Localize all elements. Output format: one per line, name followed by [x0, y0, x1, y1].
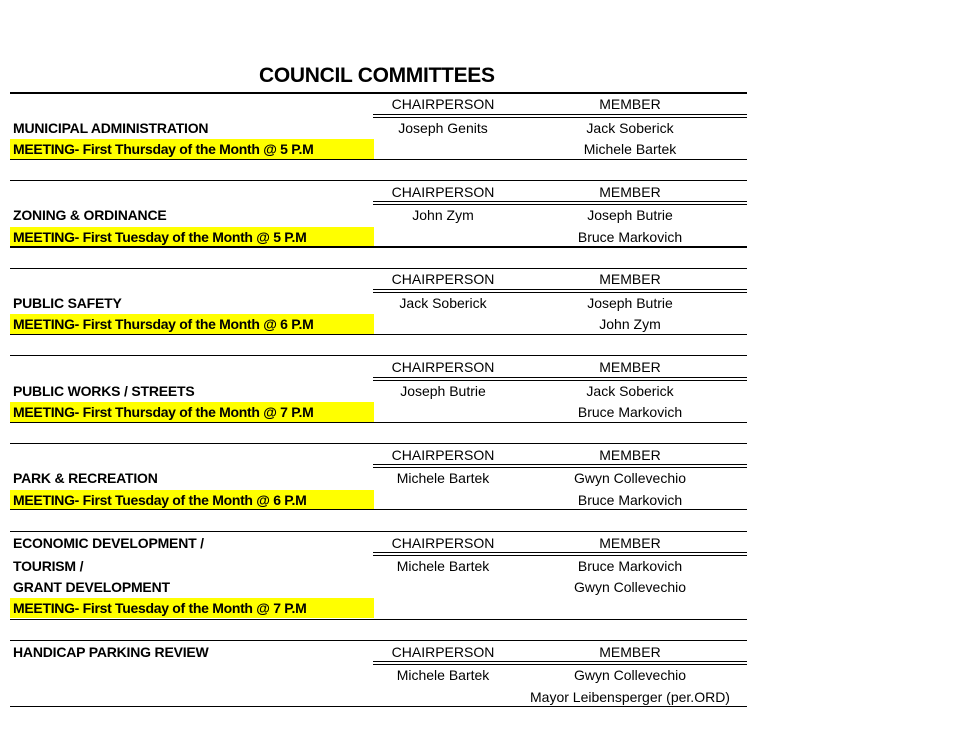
member-header: MEMBER — [599, 644, 661, 660]
chairperson-name: Joseph Butrie — [400, 383, 486, 399]
chairperson-name: Joseph Genits — [398, 120, 488, 136]
member-name: Bruce Markovich — [577, 492, 683, 508]
committee-name-line: TOURISM / — [13, 558, 84, 574]
header-double-rule — [373, 114, 747, 118]
chairperson-header: CHAIRPERSON — [391, 184, 495, 200]
section-bottom-rule — [10, 509, 747, 510]
member-name: Bruce Markovich — [577, 229, 683, 245]
member-name: Joseph Butrie — [587, 207, 673, 223]
member-name: Gwyn Collevechio — [573, 667, 687, 683]
committee-name: PUBLIC WORKS / STREETS — [13, 383, 195, 399]
section-top-rule — [10, 531, 747, 532]
section-top-rule — [10, 443, 747, 444]
member-header: MEMBER — [599, 359, 661, 375]
meeting-highlight — [10, 227, 374, 247]
member-name: Gwyn Collevechio — [573, 470, 687, 486]
member-name: Jack Soberick — [586, 383, 674, 399]
section-bottom-rule — [10, 246, 747, 248]
chairperson-header: CHAIRPERSON — [391, 96, 495, 112]
committee-name: PARK & RECREATION — [13, 470, 158, 486]
member-name: Mayor Leibensperger (per.ORD) — [530, 689, 730, 705]
committee-name: MUNICIPAL ADMINISTRATION — [13, 120, 209, 136]
meeting-highlight — [10, 314, 374, 334]
chairperson-header: CHAIRPERSON — [391, 447, 495, 463]
meeting-schedule: MEETING- First Thursday of the Month @ 5 P.M — [13, 141, 314, 157]
committee-name: PUBLIC SAFETY — [13, 295, 122, 311]
committee-name-line: ECONOMIC DEVELOPMENT / — [13, 535, 204, 551]
chairperson-name: Michele Bartek — [396, 667, 490, 683]
meeting-schedule: MEETING- First Thursday of the Month @ 7 P.M — [13, 404, 314, 420]
committee-name: ZONING & ORDINANCE — [13, 207, 167, 223]
meeting-highlight — [10, 139, 374, 159]
section-bottom-rule — [10, 706, 747, 707]
member-name: Bruce Markovich — [577, 558, 683, 574]
member-header: MEMBER — [599, 184, 661, 200]
meeting-schedule: MEETING- First Tuesday of the Month @ 6 P.M — [13, 492, 307, 508]
committee-name: HANDICAP PARKING REVIEW — [13, 644, 209, 660]
member-name: Bruce Markovich — [577, 404, 683, 420]
member-name: Joseph Butrie — [587, 295, 673, 311]
section-top-rule — [10, 92, 747, 94]
header-double-rule — [373, 661, 747, 665]
member-name: Gwyn Collevechio — [573, 579, 687, 595]
chairperson-name: Jack Soberick — [399, 295, 487, 311]
member-name: Michele Bartek — [583, 141, 677, 157]
member-name: Jack Soberick — [586, 120, 674, 136]
member-header: MEMBER — [599, 96, 661, 112]
chairperson-name: John Zym — [412, 207, 474, 223]
section-top-rule — [10, 180, 747, 181]
section-bottom-rule — [10, 422, 747, 423]
section-bottom-rule — [10, 159, 747, 160]
header-double-rule — [373, 464, 747, 468]
committee-name-line: GRANT DEVELOPMENT — [13, 579, 170, 595]
meeting-schedule: MEETING- First Tuesday of the Month @ 7 P.M — [13, 600, 307, 616]
meeting-highlight — [10, 490, 374, 510]
section-bottom-rule — [10, 334, 747, 335]
meeting-highlight — [10, 598, 374, 618]
section-top-rule — [10, 640, 747, 641]
header-double-rule — [373, 201, 747, 205]
header-double-rule — [373, 552, 747, 556]
header-double-rule — [373, 377, 747, 381]
section-top-rule — [10, 268, 747, 269]
chairperson-name: Michele Bartek — [396, 558, 490, 574]
member-header: MEMBER — [599, 271, 661, 287]
member-header: MEMBER — [599, 447, 661, 463]
meeting-highlight — [10, 402, 374, 422]
chairperson-header: CHAIRPERSON — [391, 535, 495, 551]
meeting-schedule: MEETING- First Tuesday of the Month @ 5 P.M — [13, 229, 307, 245]
section-bottom-rule — [10, 619, 747, 620]
chairperson-header: CHAIRPERSON — [391, 359, 495, 375]
header-double-rule — [373, 289, 747, 293]
member-name: John Zym — [599, 316, 661, 332]
chairperson-name: Michele Bartek — [396, 470, 490, 486]
member-header: MEMBER — [599, 535, 661, 551]
section-top-rule — [10, 355, 747, 356]
chairperson-header: CHAIRPERSON — [391, 271, 495, 287]
meeting-schedule: MEETING- First Thursday of the Month @ 6 P.M — [13, 316, 314, 332]
page-title: COUNCIL COMMITTEES — [259, 64, 495, 87]
chairperson-header: CHAIRPERSON — [391, 644, 495, 660]
